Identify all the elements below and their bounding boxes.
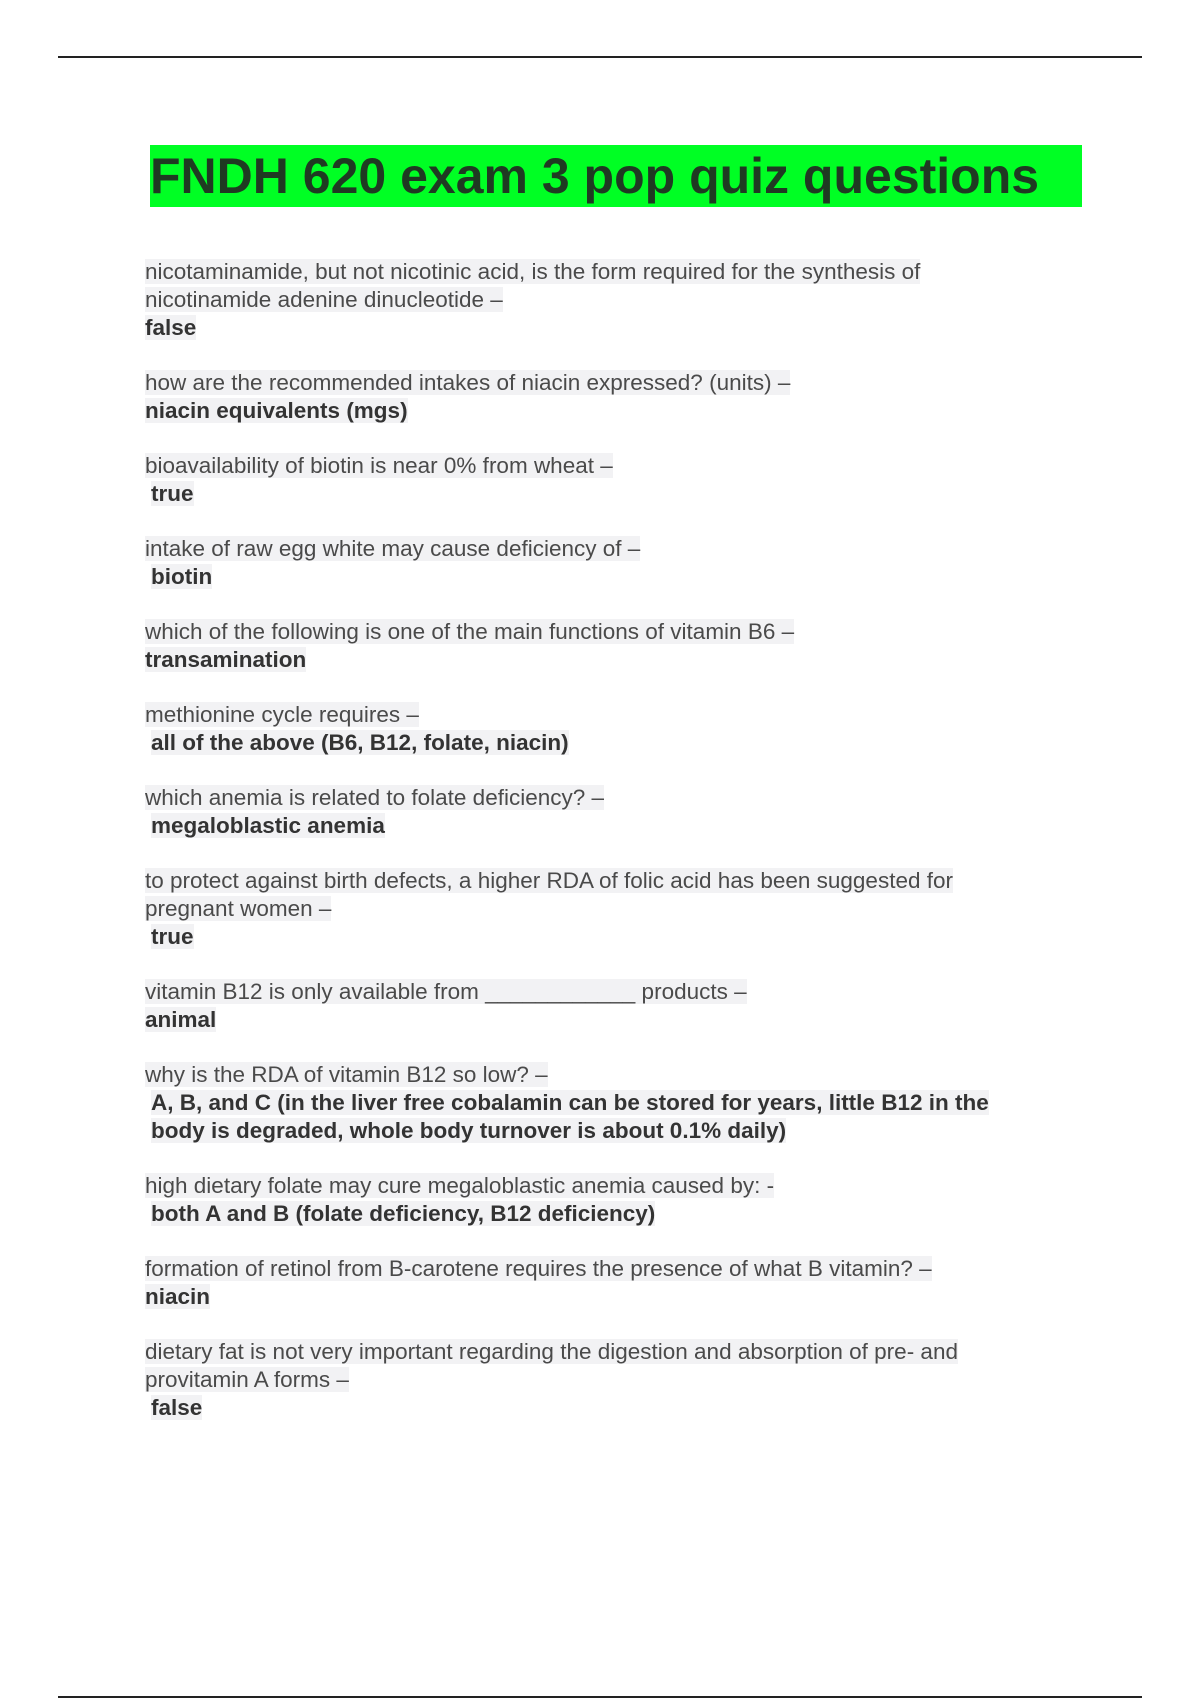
answer-text: all of the above (B6, B12, folate, niacin) <box>151 730 569 755</box>
qa-item <box>145 369 1045 425</box>
answer-text: A, B, and C (in the liver free cobalamin can be stored for years, little B12 in the body is degraded, whole body turnover is about 0.1% daily) <box>151 1090 989 1143</box>
qa-item <box>145 978 1045 1034</box>
qa-item <box>145 701 1045 757</box>
answer-text: both A and B (folate deficiency, B12 deficiency) <box>151 1201 656 1226</box>
qa-item <box>145 1061 1045 1145</box>
question-text: nicotaminamide, but not nicotinic acid, is the form required for the synthesis of nicotinamide adenine dinucleotide – <box>145 259 921 312</box>
qa-list <box>145 258 1045 1449</box>
answer-text: niacin equivalents (mgs) <box>145 398 408 423</box>
qa-item <box>145 1172 1045 1228</box>
question-text: bioavailability of biotin is near 0% from wheat – <box>145 453 613 478</box>
question-text: which anemia is related to folate deficiency? – <box>145 785 605 810</box>
question-text: why is the RDA of vitamin B12 so low? – <box>145 1062 548 1087</box>
qa-item <box>145 1255 1045 1311</box>
question-text: vitamin B12 is only available from ____________ products – <box>145 979 747 1004</box>
answer-text: false <box>145 315 197 340</box>
answer-text: false <box>151 1395 203 1420</box>
qa-item <box>145 452 1045 508</box>
answer-text: transamination <box>145 647 307 672</box>
question-text: high dietary folate may cure megaloblastic anemia caused by: - <box>145 1173 775 1198</box>
title-highlight <box>150 145 1082 207</box>
answer-text: true <box>151 924 194 949</box>
qa-item <box>145 618 1045 674</box>
answer-text: niacin <box>145 1284 211 1309</box>
top-divider <box>58 56 1142 58</box>
bottom-divider <box>58 1696 1142 1698</box>
question-text: to protect against birth defects, a higher RDA of folic acid has been suggested for pregnant women – <box>145 868 953 921</box>
answer-text: biotin <box>151 564 213 589</box>
answer-text: megaloblastic anemia <box>151 813 385 838</box>
page-title: FNDH 620 exam 3 pop quiz questions <box>150 148 1040 204</box>
qa-item <box>145 258 1045 342</box>
question-text: formation of retinol from B-carotene requires the presence of what B vitamin? – <box>145 1256 932 1281</box>
answer-text: true <box>151 481 194 506</box>
question-text: which of the following is one of the main functions of vitamin B6 – <box>145 619 795 644</box>
question-text: dietary fat is not very important regarding the digestion and absorption of pre- and provitamin A forms – <box>145 1339 958 1392</box>
qa-item <box>145 867 1045 951</box>
qa-item <box>145 535 1045 591</box>
qa-item <box>145 1338 1045 1422</box>
question-text: how are the recommended intakes of niacin expressed? (units) – <box>145 370 791 395</box>
question-text: intake of raw egg white may cause deficiency of – <box>145 536 641 561</box>
answer-text: animal <box>145 1007 217 1032</box>
question-text: methionine cycle requires – <box>145 702 419 727</box>
qa-item <box>145 784 1045 840</box>
